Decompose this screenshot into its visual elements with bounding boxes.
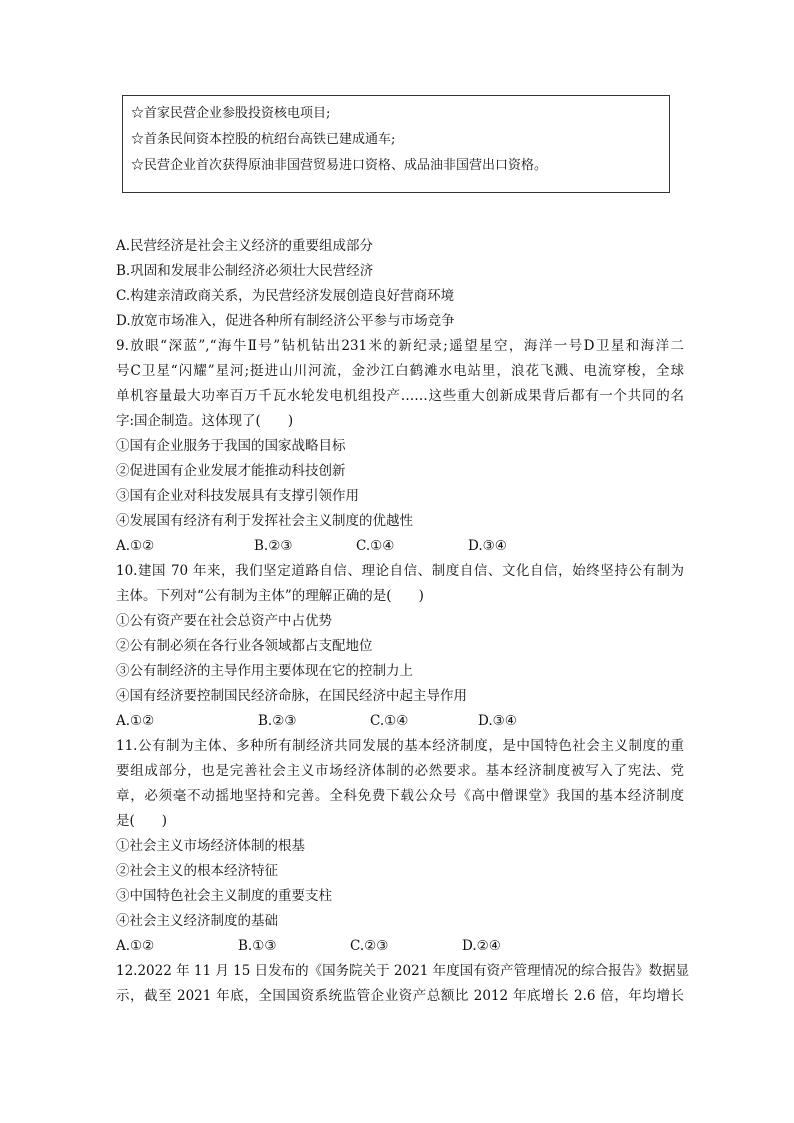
q9-item: ③国有企业对科技发展具有支撑引领作用 <box>116 488 359 504</box>
q11-item: ③中国特色社会主义制度的重要支柱 <box>116 888 332 904</box>
q10-stem-line: 主体。下列对“公有制为主体”的理解正确的是( ) <box>116 588 424 604</box>
q9-stem-line: 9.放眼“深蓝”,“海牛Ⅱ号”钻机钻出231米的新纪录;遥望星空，海洋一号D卫星和海洋二 <box>116 338 684 354</box>
q10-choice-d: D.③④ <box>478 713 517 729</box>
q8-option-d: D.放宽市场准入，促进各种所有制经济公平参与市场竞争 <box>116 313 455 329</box>
q11-choice-b: B.①③ <box>238 938 277 954</box>
q11-item: ④社会主义经济制度的基础 <box>116 913 278 929</box>
q9-choice-c: C.①④ <box>356 538 395 554</box>
q10-item: ①公有资产要在社会总资产中占优势 <box>116 613 332 629</box>
q11-stem-line: 要组成部分，也是完善社会主义市场经济体制的必然要求。基本经济制度被写入了宪法、党 <box>116 763 684 779</box>
q10-choice-c: C.①④ <box>370 713 409 729</box>
q10-stem-line: 10.建国 70 年来，我们坚定道路自信、理论自信、制度自信、文化自信，始终坚持公有制为 <box>116 563 684 579</box>
q12-stem-line: 示，截至 2021 年底，全国国资系统监管企业资产总额比 2012 年底增长 2.6 倍，年均增长 <box>116 988 684 1004</box>
q8-option-c: C.构建亲清政商关系，为民营经济发展创造良好营商环境 <box>116 288 455 304</box>
material-line: ☆首家民营企业参股投资核电项目; <box>131 106 331 121</box>
q11-item: ①社会主义市场经济体制的根基 <box>116 838 305 854</box>
q8-option-a: A.民营经济是社会主义经济的重要组成部分 <box>116 238 374 254</box>
material-line: ☆首条民间资本控股的杭绍台高铁已建成通车; <box>131 132 396 147</box>
q9-stem-line: 单机容量最大功率百万千瓦水轮发电机组投产……这些重大创新成果背后都有一个共同的名 <box>116 388 684 404</box>
q9-choice-a: A.①② <box>116 538 155 554</box>
material-line: ☆民营企业首次获得原油非国营贸易进口资格、成品油非国营出口资格。 <box>131 158 548 173</box>
q9-choice-d: D.③④ <box>468 538 507 554</box>
q11-item: ②社会主义的根本经济特征 <box>116 863 278 879</box>
material-box <box>122 95 670 193</box>
q10-item: ④国有经济要控制国民经济命脉，在国民经济中起主导作用 <box>116 688 467 704</box>
q10-item: ③公有制经济的主导作用主要体现在它的控制力上 <box>116 663 413 679</box>
q8-option-b: B.巩固和发展非公制经济必须壮大民营经济 <box>116 263 374 279</box>
q10-choice-b: B.②③ <box>258 713 297 729</box>
q9-item: ④发展国有经济有利于发挥社会主义制度的优越性 <box>116 513 413 529</box>
q9-choice-b: B.②③ <box>254 538 293 554</box>
q11-stem-line: 章，必须毫不动摇地坚持和完善。全科免费下载公众号《高中僧课堂》我国的基本经济制度 <box>116 788 684 804</box>
q11-choice-d: D.②④ <box>462 938 501 954</box>
q9-stem-line: 号C卫星“闪耀”星河;挺进山川河流，金沙江白鹤滩水电站里，浪花飞溅、电流穿梭，全球 <box>116 363 684 379</box>
q9-item: ①国有企业服务于我国的国家战略目标 <box>116 438 346 454</box>
q11-choice-c: C.②③ <box>350 938 389 954</box>
q10-item: ②公有制必须在各行业各领域都占支配地位 <box>116 638 373 654</box>
q12-stem-line: 12.2022 年 11 月 15 日发布的《国务院关于 2021 年度国有资产管理情况的综合报告》数据显 <box>116 963 690 979</box>
q9-stem-line: 字:国企制造。这体现了( ) <box>116 413 294 429</box>
q11-choice-a: A.①② <box>116 938 155 954</box>
q10-choice-a: A.①② <box>116 713 155 729</box>
q11-stem-line: 是( ) <box>116 813 168 829</box>
q9-item: ②促进国有企业发展才能推动科技创新 <box>116 463 346 479</box>
q11-stem-line: 11.公有制为主体、多种所有制经济共同发展的基本经济制度，是中国特色社会主义制度的重 <box>116 738 684 754</box>
